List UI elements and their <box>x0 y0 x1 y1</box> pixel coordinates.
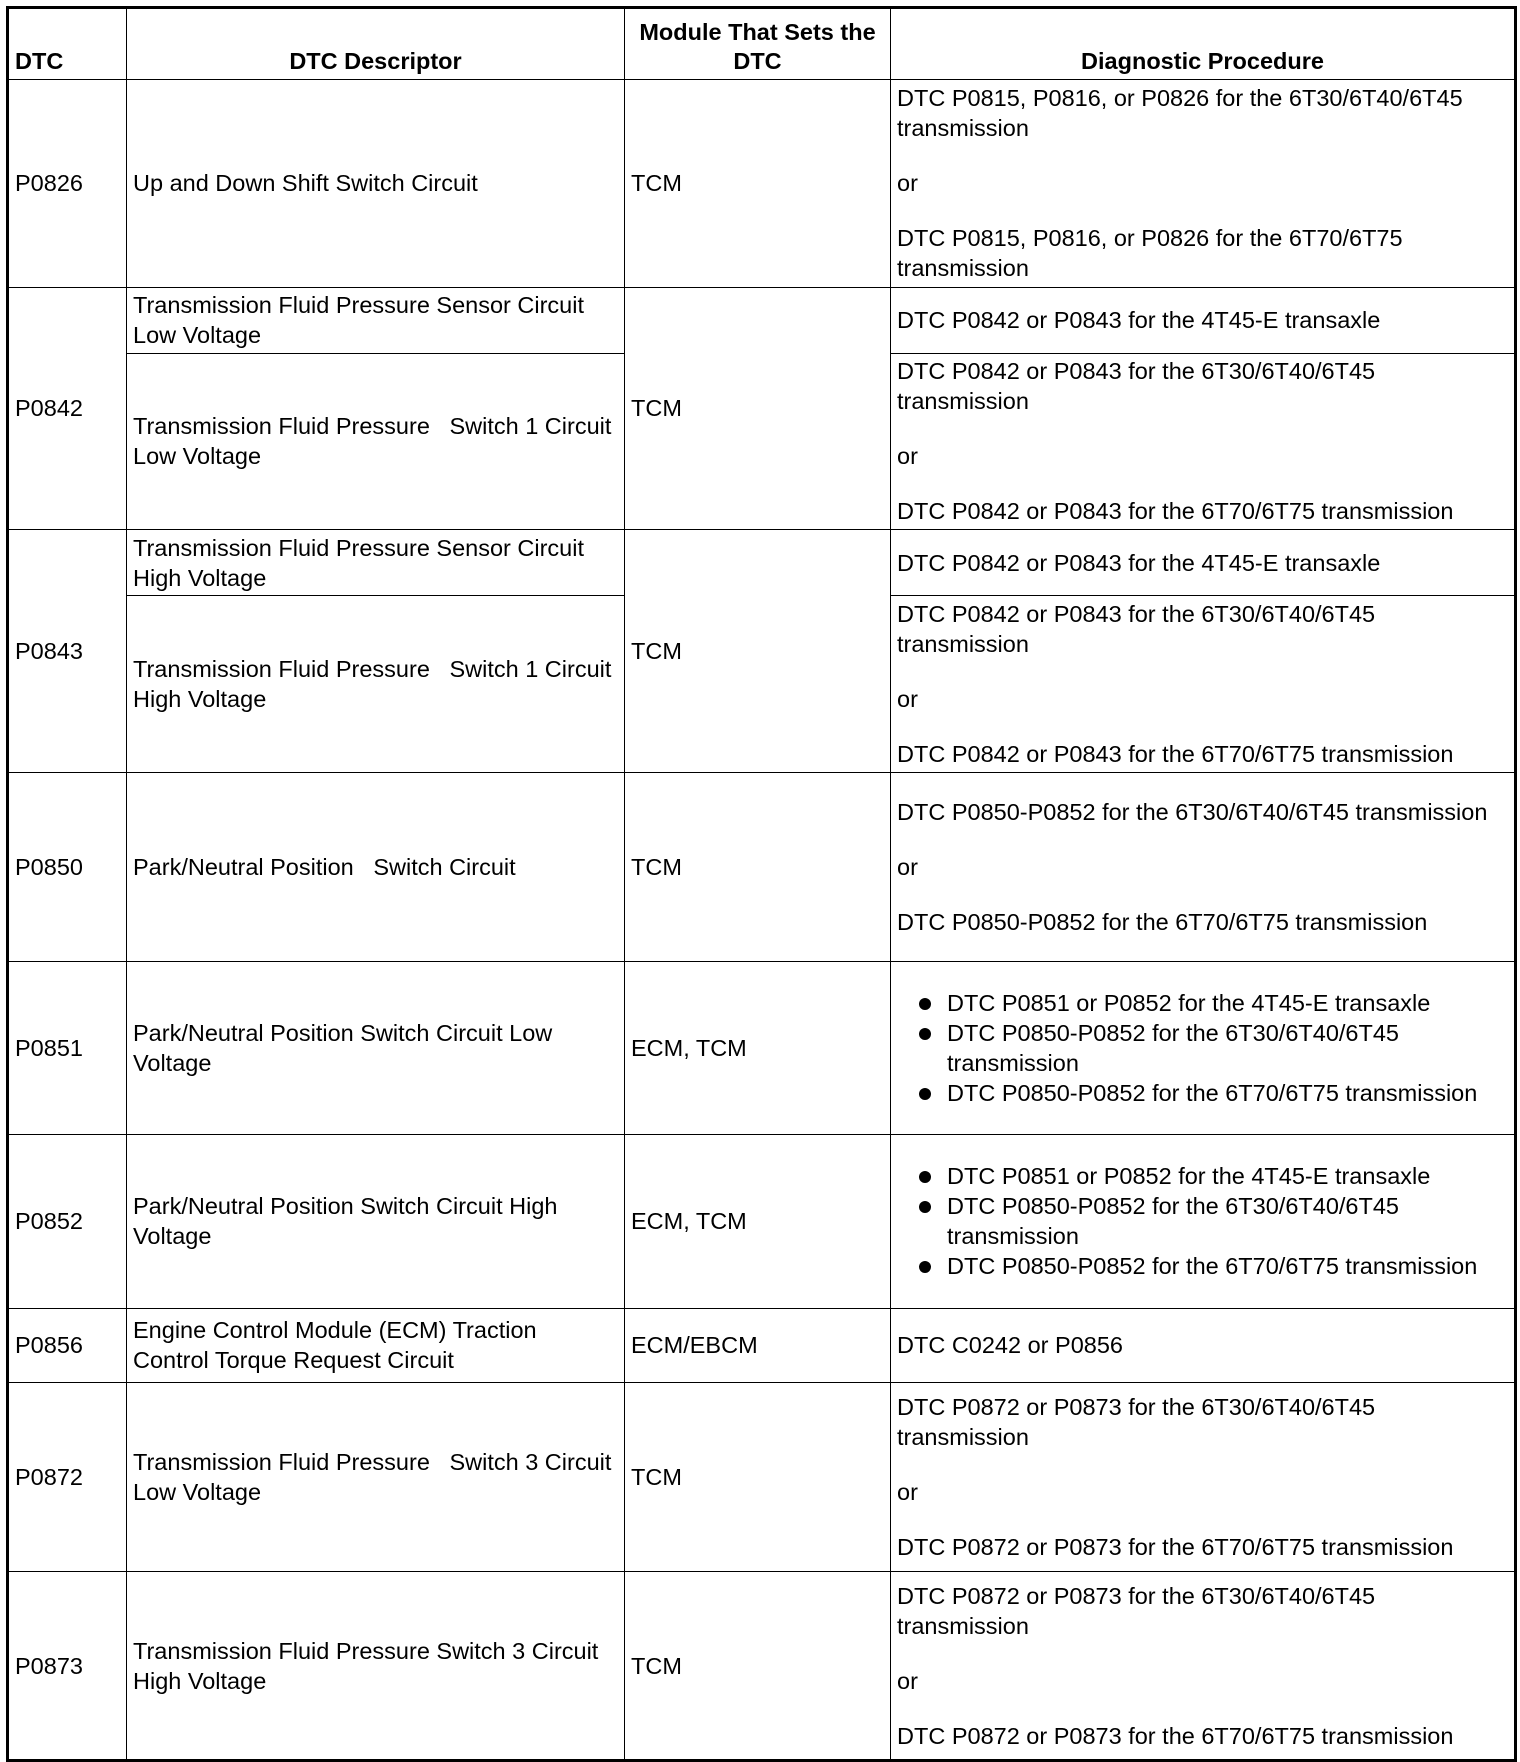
procedure-link[interactable]: DTC P0850-P0852 for the 6T70/6T75 transmission <box>897 908 1428 935</box>
diagnostic-procedure <box>891 596 1516 773</box>
diagnostic-procedure <box>891 1572 1516 1761</box>
header-row <box>8 8 1516 80</box>
dtc-code: P0852 <box>8 1135 127 1308</box>
table-row <box>8 961 1516 1134</box>
procedure-link[interactable]: DTC P0842 or P0843 for the 6T70/6T75 transmission <box>897 741 1454 768</box>
header-procedure: Diagnostic Procedure <box>891 8 1516 80</box>
dtc-module: ECM/EBCM <box>625 1308 891 1382</box>
procedure-link[interactable]: DTC P0851 or P0852 for the 4T45-E transaxle <box>897 1161 1508 1191</box>
dtc-module: ECM, TCM <box>625 1135 891 1308</box>
procedure-or: or <box>897 1479 918 1506</box>
procedure-bullet-list <box>897 1161 1508 1281</box>
table-row <box>8 1383 1516 1572</box>
procedure-link[interactable]: DTC P0850-P0852 for the 6T30/6T40/6T45 transmission <box>897 1191 1508 1251</box>
procedure-or: or <box>897 1667 918 1694</box>
dtc-module: TCM <box>625 772 891 961</box>
procedure-link[interactable]: DTC P0842 or P0843 for the 6T30/6T40/6T45 transmission <box>897 601 1376 658</box>
procedure-or: or <box>897 686 918 713</box>
dtc-code: P0872 <box>8 1383 127 1572</box>
dtc-module: TCM <box>625 287 891 530</box>
dtc-table <box>6 6 1517 1762</box>
dtc-code: P0843 <box>8 530 127 773</box>
procedure-link[interactable]: DTC P0842 or P0843 for the 4T45-E transaxle <box>897 549 1381 576</box>
diagnostic-procedure <box>891 772 1516 961</box>
procedure-link[interactable]: DTC P0851 or P0852 for the 4T45-E transaxle <box>897 988 1508 1018</box>
dtc-module: TCM <box>625 1383 891 1572</box>
table-row <box>8 1308 1516 1382</box>
dtc-descriptor: Engine Control Module (ECM) Traction Control Torque Request Circuit <box>127 1308 625 1382</box>
procedure-or: or <box>897 853 918 880</box>
dtc-descriptor: Transmission Fluid Pressure Switch 3 Circuit Low Voltage <box>127 1383 625 1572</box>
procedure-link[interactable]: DTC P0842 or P0843 for the 6T30/6T40/6T45 transmission <box>897 358 1376 415</box>
dtc-module: TCM <box>625 1572 891 1761</box>
diagnostic-procedure <box>891 287 1516 353</box>
dtc-code: P0850 <box>8 772 127 961</box>
dtc-module: TCM <box>625 530 891 773</box>
procedure-link[interactable]: DTC P0842 or P0843 for the 6T70/6T75 transmission <box>897 498 1454 525</box>
procedure-link[interactable]: DTC P0872 or P0873 for the 6T70/6T75 transmission <box>897 1534 1454 1561</box>
procedure-link[interactable]: DTC P0850-P0852 for the 6T70/6T75 transmission <box>897 1251 1508 1281</box>
dtc-descriptor: Transmission Fluid Pressure Sensor Circuit High Voltage <box>127 530 625 596</box>
table-row <box>8 1135 1516 1308</box>
procedure-or: or <box>897 170 918 197</box>
table-row <box>8 772 1516 961</box>
diagnostic-procedure <box>891 1383 1516 1572</box>
header-module: Module That Sets the DTC <box>625 8 891 80</box>
dtc-descriptor: Transmission Fluid Pressure Switch 1 Circuit High Voltage <box>127 596 625 773</box>
procedure-bullet-list <box>897 988 1508 1108</box>
dtc-descriptor: Transmission Fluid Pressure Sensor Circuit Low Voltage <box>127 287 625 353</box>
diagnostic-procedure <box>891 530 1516 596</box>
procedure-link[interactable]: DTC C0242 or P0856 <box>897 1332 1123 1359</box>
dtc-descriptor: Up and Down Shift Switch Circuit <box>127 80 625 288</box>
dtc-code: P0826 <box>8 80 127 288</box>
procedure-link[interactable]: DTC P0842 or P0843 for the 4T45-E transaxle <box>897 307 1381 334</box>
table-row <box>8 287 1516 353</box>
procedure-link[interactable]: DTC P0872 or P0873 for the 6T30/6T40/6T45 transmission <box>897 1394 1376 1451</box>
procedure-link[interactable]: DTC P0850-P0852 for the 6T30/6T40/6T45 transmission <box>897 798 1488 825</box>
procedure-link[interactable]: DTC P0815, P0816, or P0826 for the 6T30/6T40/6T45 transmission <box>897 85 1463 142</box>
dtc-module: TCM <box>625 80 891 288</box>
dtc-module: ECM, TCM <box>625 961 891 1134</box>
diagnostic-procedure <box>891 1135 1516 1308</box>
dtc-code: P0851 <box>8 961 127 1134</box>
table-row <box>8 530 1516 596</box>
dtc-descriptor: Park/Neutral Position Switch Circuit Low Voltage <box>127 961 625 1134</box>
diagnostic-procedure <box>891 80 1516 288</box>
diagnostic-procedure <box>891 961 1516 1134</box>
dtc-code: P0873 <box>8 1572 127 1761</box>
procedure-link[interactable]: DTC P0872 or P0873 for the 6T70/6T75 transmission <box>897 1722 1454 1749</box>
header-descriptor: DTC Descriptor <box>127 8 625 80</box>
procedure-link[interactable]: DTC P0815, P0816, or P0826 for the 6T70/6T75 transmission <box>897 225 1403 282</box>
dtc-descriptor: Transmission Fluid Pressure Switch 3 Circuit High Voltage <box>127 1572 625 1761</box>
procedure-link[interactable]: DTC P0850-P0852 for the 6T70/6T75 transmission <box>897 1078 1508 1108</box>
diagnostic-procedure <box>891 353 1516 530</box>
procedure-or: or <box>897 443 918 470</box>
procedure-link[interactable]: DTC P0872 or P0873 for the 6T30/6T40/6T45 transmission <box>897 1582 1376 1639</box>
table-row <box>8 1572 1516 1761</box>
procedure-link[interactable]: DTC P0850-P0852 for the 6T30/6T40/6T45 transmission <box>897 1018 1508 1078</box>
table-row <box>8 80 1516 288</box>
dtc-descriptor: Park/Neutral Position Switch Circuit High Voltage <box>127 1135 625 1308</box>
diagnostic-procedure <box>891 1308 1516 1382</box>
dtc-descriptor: Park/Neutral Position Switch Circuit <box>127 772 625 961</box>
dtc-code: P0842 <box>8 287 127 530</box>
header-dtc: DTC <box>8 8 127 80</box>
dtc-code: P0856 <box>8 1308 127 1382</box>
dtc-descriptor: Transmission Fluid Pressure Switch 1 Circuit Low Voltage <box>127 353 625 530</box>
